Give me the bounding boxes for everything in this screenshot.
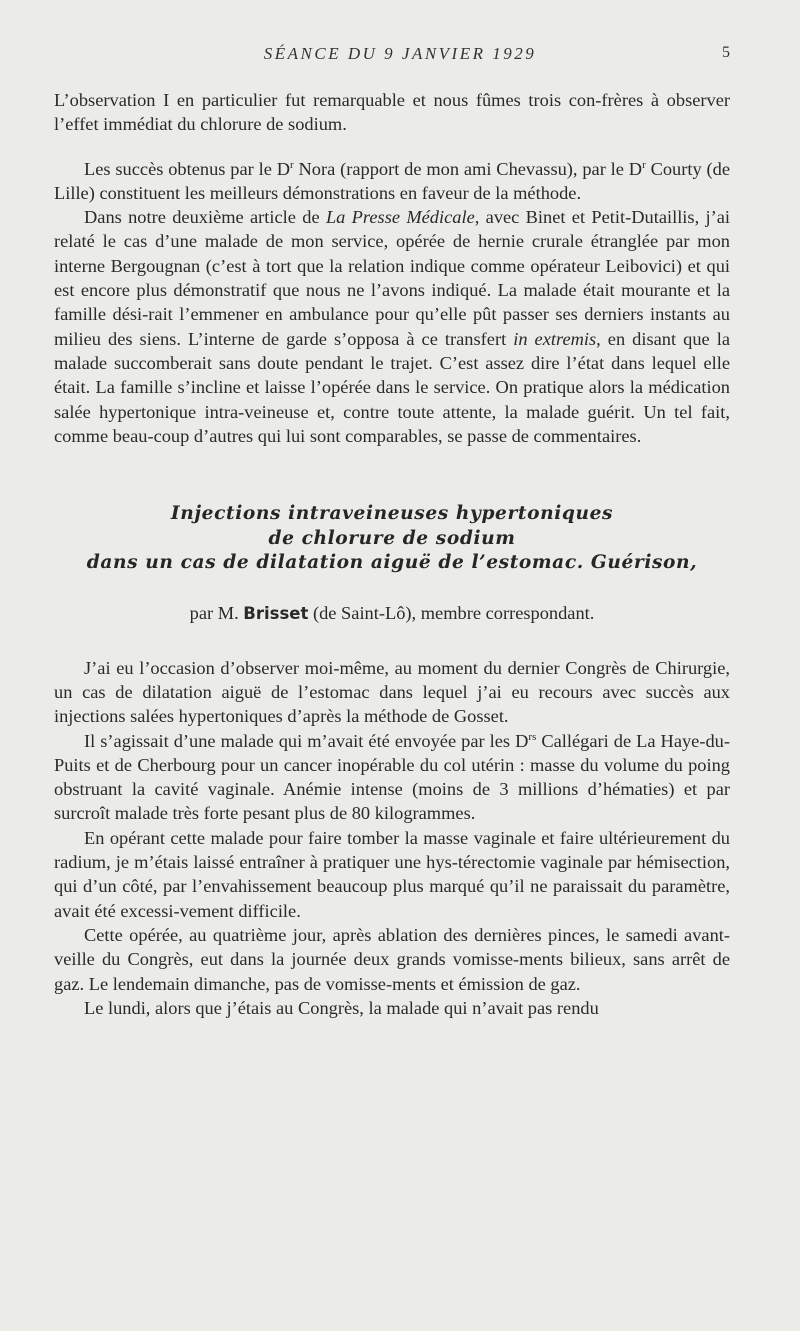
body-text [54,88,730,1020]
article-title-line-1: Injections intraveineuses hypertoniques [170,503,614,525]
superscript: rs [528,730,537,743]
latin-phrase: in extremis [513,328,597,349]
article-paragraph-5: Le lundi, alors que j’étais au Congrès, la malade qui n’avait pas rendu [84,997,599,1018]
article-paragraph-3: En opérant cette malade pour faire tomber la masse vaginale et faire ultérieurement du radium, je m’étais laissé entraîner à pratiquer une hys-térectomie vaginale par hémisection, qui d’un côté, par l’envahissement beaucoup plus marqué qu’il ne paraissait du paramètre, avait été excessi-vement difficile. [54,827,730,921]
intro-paragraph-2: Les succès obtenus par le $D^r$ Nora (rapport de mon ami Chevassu), par le $D^r$ Courty (de Lille) constituent les meilleurs démonstrations en faveur de la méthode. [54,158,730,203]
article-paragraph-1: J’ai eu l’occasion d’observer moi-même, au moment du dernier Congrès de Chirurgie, un cas de dilatation aiguë de l’estomac dans lequel j’ai eu recours avec succès aux injections salées hypertoniques d’après la méthode de Gosset. [54,657,730,727]
running-head [0,44,800,68]
article-title-line-3: dans un cas de dilatation aiguë de l’estomac. Guérison, [86,552,698,574]
section-gap [54,448,730,502]
author-name: Brisset [243,603,309,623]
page-number: 5 [722,44,730,61]
journal-title: La Presse Médicale [325,207,475,228]
paragraph-gap [54,626,730,656]
intro-paragraph-1: L’observation I en particulier fut remarquable et nous fûmes trois con-frères à observer l’effet immédiat du chlorure de sodium. [54,90,730,135]
article-title [54,502,730,576]
byline: par M. Brisset (de Saint-Lô), membre correspondant. [189,602,595,623]
article-paragraph-4: Cette opérée, au quatrième jour, après ablation des dernières pinces, le samedi avant-veille du Congrès, eut dans la journée deux grands vomisse-ments bilieux, sans arrêt de gaz. Le lendemain dimanche, pas de vomisse-ments et émission de gaz. [54,924,730,994]
superscript: r [289,158,294,171]
running-title: SÉANCE DU 9 JANVIER 1929 [263,44,537,63]
intro-paragraph-3: Dans notre deuxième article de La Presse Médicale, avec Binet et Petit-Dutaillis, j’ai relaté le cas d’une malade de mon service, opérée de hernie crurale étranglée par mon interne Bergougnan (c’est à tort que la relation indique comme opérateur Leibovici) et qui est encore plus démonstratif que nous ne l’avons indiqué. La malade était mourante et la famille dési-rait l’emmener en ambulance pour qu’elle pût passer ses derniers instants au milieu des siens. L’interne de garde s’opposa à ce transfert in extremis, en disant que la malade succomberait sans doute pendant le trajet. C’est assez dire l’état dans lequel elle était. La famille s’incline et laisse l’opérée dans le service. On pratique alors la médication salée hypertonique intra-veineuse et, contre toute attente, la malade guérit. Un tel fait, comme beau-coup d’autres qui lui sont comparables, se passe de commentaires. [54,207,730,446]
article-title-line-2: de chlorure de sodium [268,527,516,549]
paragraph-gap [54,137,730,157]
superscript: r [642,158,646,171]
article-paragraph-2: Il s’agissait d’une malade qui m’avait été envoyée par les $D^{rs}$ Callégari de La Haye-du-Puits et de Cherbourg pour un cancer inopérable du col utérin : masse du volume du poing obstruant la cavité vaginale. Anémie intense (moins de 3 millions d’hématies) et par surcroît malade très forte pesant plus de 80 kilogrammes. [54,730,730,824]
